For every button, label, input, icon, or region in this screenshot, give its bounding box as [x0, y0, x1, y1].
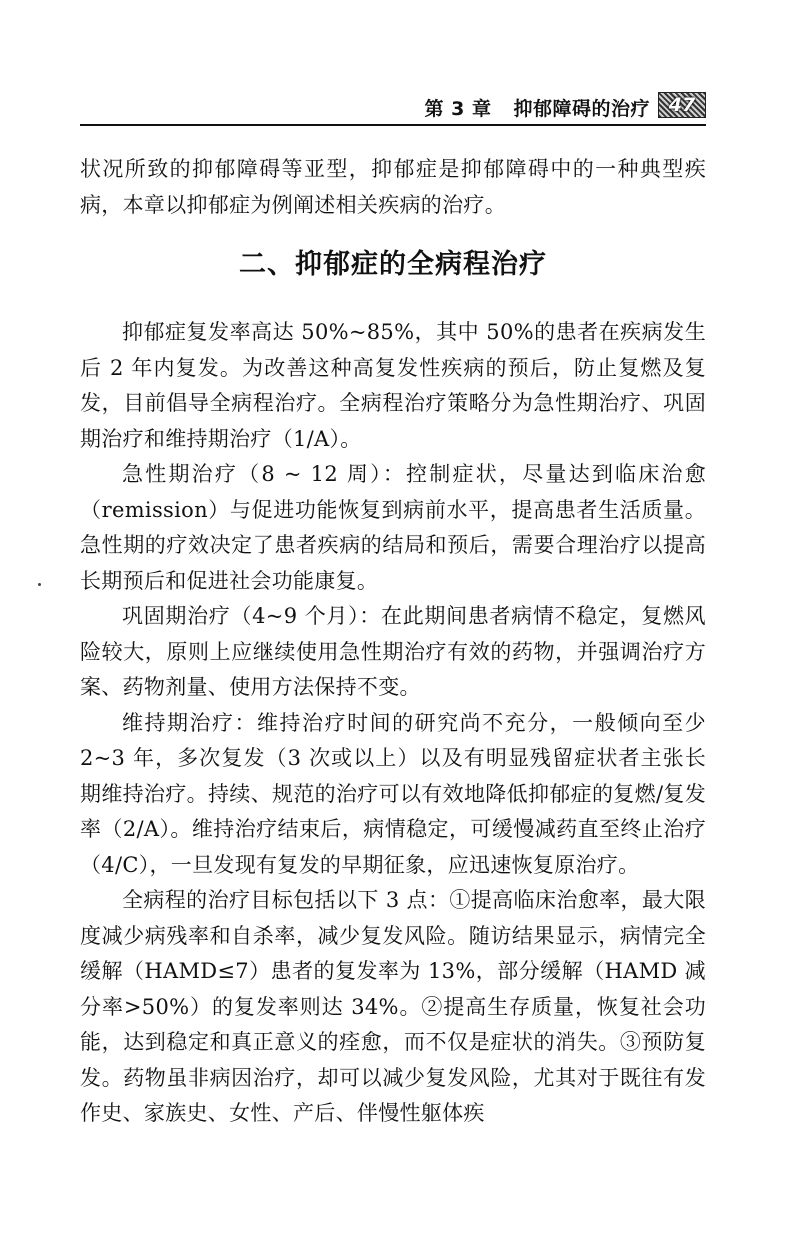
body-text — [80, 152, 706, 1132]
chapter-title: 抑郁障碍的治疗 — [513, 98, 650, 120]
section-heading: 二、抑郁症的全病程治疗 — [239, 249, 547, 280]
paragraph-treatment-goals: 全病程的治疗目标包括以下 3 点：①提高临床治愈率，最大限度减少病残率和自杀率，减少复发风险。随访结果显示，病情完全缓解（HAMD≤7）患者的复发率为 13%，部分缓解（HAMD 减分率>50%）的复发率则达 34%。②提高生存质量，恢复社会功能，达到稳定和真正意义的痊愈，而不仅是症状的消失。③预防复发。药物虽非病因治疗，却可以减少复发风险，尤其对于既往有发作史、家族史、女性、产后、伴慢性躯体疾 — [80, 888, 706, 1125]
header-text — [425, 94, 650, 121]
paragraph-continued: 状况所致的抑郁障碍等亚型，抑郁症是抑郁障碍中的一种典型疾病，本章以抑郁症为例阐述相关疾病的治疗。 — [80, 157, 706, 217]
margin-dot — [38, 583, 41, 586]
paragraph-consolidation-phase: 巩固期治疗（4~9 个月）：在此期间患者病情不稳定，复燃风险较大，原则上应继续使用急性期治疗有效的药物，并强调治疗方案、药物剂量、使用方法保持不变。 — [80, 604, 706, 699]
chapter-label: 第 3 章 — [424, 98, 492, 120]
page-number: 47 — [658, 92, 706, 118]
header-rule — [80, 124, 706, 126]
paragraph-acute-phase: 急性期治疗（8 ~ 12 周）：控制症状，尽量达到临床治愈（remission）与促进功能恢复到病前水平，提高患者生活质量。急性期的疗效决定了患者疾病的结局和预后，需要合理治疗以提高长期预后和促进社会功能康复。 — [80, 462, 706, 593]
paragraph-maintenance-phase: 维持期治疗：维持治疗时间的研究尚不充分，一般倾向至少 2~3 年，多次复发（3 次或以上）以及有明显残留症状者主张长期维持治疗。持续、规范的治疗可以有效地降低抑郁症的复燃/复发率（2/A）。维持治疗结束后，病情稳定，可缓慢减药直至终止治疗（4/C），一旦发现有复发的早期征象，应迅速恢复原治疗。 — [80, 710, 706, 877]
running-header — [80, 86, 706, 126]
paragraph-relapse-rate: 抑郁症复发率高达 50%~85%，其中 50%的患者在疾病发生后 2 年内复发。为改善这种高复发性疾病的预后，防止复燃及复发，目前倡导全病程治疗。全病程治疗策略分为急性期治疗、巩固期治疗和维持期治疗（1/A）。 — [80, 320, 706, 451]
